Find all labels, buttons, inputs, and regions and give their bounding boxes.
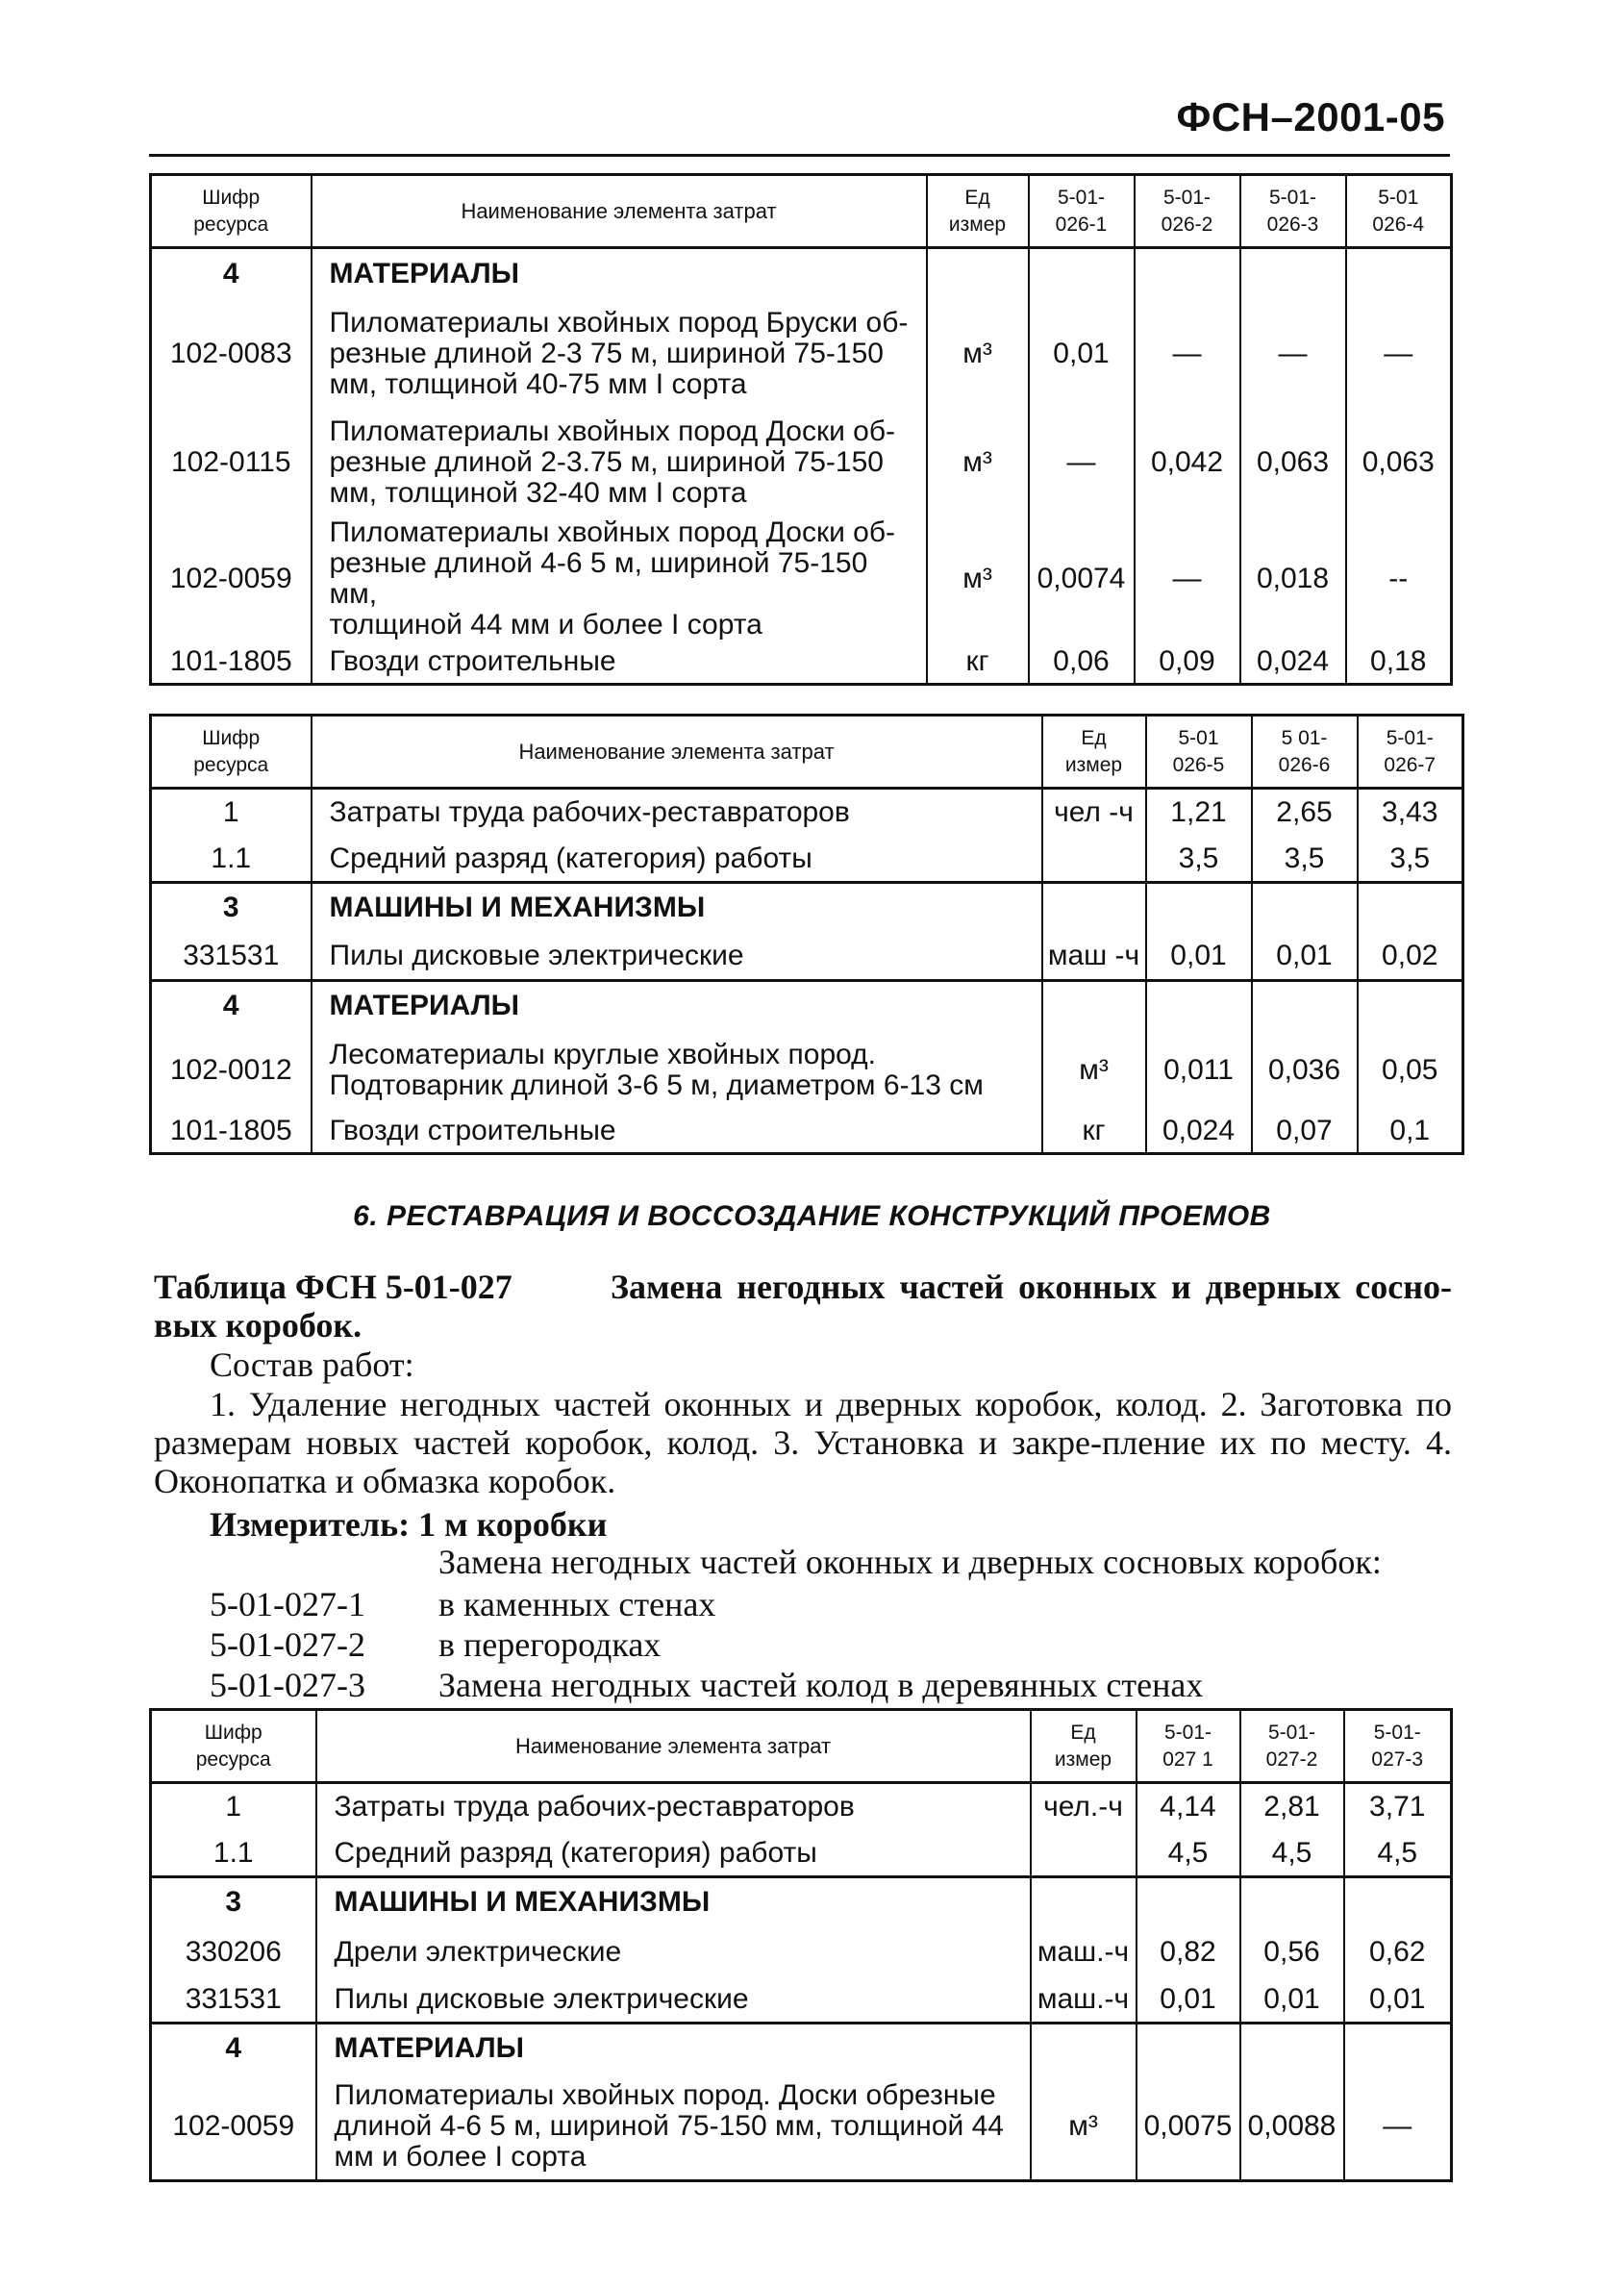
table-row: 102-0115 Пиломатериалы хвойных пород Доски об- резные длиной 2-3.75 м, шириной 75-150 мм, толщиной 32-40 мм I сорта м³ — 0,042 0,063 0,063 — [151, 408, 1452, 517]
section-title: 6. РЕСТАВРАЦИЯ И ВОССОЗДАНИЕ КОНСТРУКЦИЙ ПРОЕМОВ — [353, 1200, 1271, 1232]
table-row: 1.1 Средний разряд (категория) работы 4,5 4,5 4,5 — [151, 1831, 1452, 1877]
header-name: Наименование элемента затрат — [312, 175, 927, 248]
variant-row — [210, 1585, 715, 1623]
table-row: 1.1 Средний разряд (категория) работы 3,5 3,5 3,5 — [151, 837, 1463, 883]
variant-row — [210, 1625, 661, 1664]
composition-label: Состав работ: — [210, 1345, 414, 1384]
table-row: 102-0083 Пиломатериалы хвойных пород Бруски об- резные длиной 2-3 75 м, шириной 75-150 мм, толщиной 40-75 мм I сорта м³ 0,01 — — — — [151, 300, 1452, 408]
variants-intro: Замена негодных частей оконных и дверных сосновых коробок: — [438, 1543, 1382, 1581]
header-col-026-6: 5 01- 026-6 — [1252, 716, 1358, 789]
table-row: 4 МАТЕРИАЛЫ — [151, 248, 1452, 300]
resource-table-026-5-7 — [149, 714, 1464, 1155]
header-col-026-3: 5-01- 026-3 — [1240, 175, 1346, 248]
header-col-026-2: 5-01- 026-2 — [1135, 175, 1240, 248]
resource-table-027 — [149, 1708, 1453, 2182]
header-col-026-1: 5-01- 026-1 — [1029, 175, 1135, 248]
header-unit: Ед измер — [927, 175, 1029, 248]
table-caption — [154, 1268, 1452, 1345]
header-col-027-1: 5-01- 027 1 — [1137, 1710, 1240, 1783]
header-col-026-5: 5-01 026-5 — [1146, 716, 1252, 789]
header-code: Шифр ресурса — [151, 1710, 316, 1783]
table-row: 102-0012 Лесоматериалы круглые хвойных пород. Подтоварник длиной 3-6 5 м, диаметром 6-13 см м³ 0,011 0,036 0,05 — [151, 1031, 1463, 1110]
table-title: Замена негодных частей оконных и дверных сосно-вых коробок. — [154, 1268, 1452, 1345]
variant-text: Замена негодных частей колод в деревянных стенах — [438, 1666, 1204, 1704]
variant-row — [210, 1666, 1203, 1704]
table-row: 102-0059 Пиломатериалы хвойных пород Доски об- резные длиной 4-6 5 м, шириной 75-150 мм, толщиной 44 мм и более I сорта м³ 0,0074 — 0,018 -- — [151, 517, 1452, 641]
variant-text: в перегородках — [438, 1625, 662, 1664]
header-unit: Ед измер — [1042, 716, 1146, 789]
table-number: Таблица ФСН 5-01-027 — [154, 1268, 512, 1306]
header-code: Шифр ресурса — [151, 175, 312, 248]
table-row: 1 Затраты труда рабочих-реставраторов чел.-ч 4,14 2,81 3,71 — [151, 1783, 1452, 1831]
header-rule — [149, 154, 1450, 157]
table-row: 101-1805 Гвозди строительные кг 0,06 0,09 0,024 0,18 — [151, 641, 1452, 685]
resource-table-026-1-4 — [149, 173, 1453, 686]
table-row: 330206 Дрели электрические маш.-ч 0,82 0,56 0,62 — [151, 1927, 1452, 1977]
header-name: Наименование элемента затрат — [312, 716, 1042, 789]
document-code: ФСН–2001-05 — [1176, 94, 1445, 139]
variant-text: в каменных стенах — [438, 1585, 716, 1623]
header-code: Шифр ресурса — [151, 716, 312, 789]
header-col-027-3: 5-01- 027-3 — [1344, 1710, 1452, 1783]
header-name: Наименование элемента затрат — [316, 1710, 1031, 1783]
table-row: 4 МАТЕРИАЛЫ — [151, 981, 1463, 1031]
measurement-unit: Измеритель: 1 м коробки — [210, 1505, 608, 1544]
table-row: 331531 Пилы дисковые электрические маш -ч 0,01 0,01 0,02 — [151, 933, 1463, 981]
header-unit: Ед измер — [1031, 1710, 1137, 1783]
variant-code: 5-01-027-2 — [210, 1625, 365, 1664]
table-row: 331531 Пилы дисковые электрические маш.-ч 0,01 0,01 0,01 — [151, 1977, 1452, 2024]
header-col-027-2: 5-01- 027-2 — [1240, 1710, 1344, 1783]
composition-text: 1. Удаление негодных частей оконных и дверных коробок, колод. 2. Заготовка по размерам новых частей коробок, колод. 3. Установка и закре-пление их по месту. 4. Оконопатка и обмазка коробок. — [154, 1385, 1452, 1500]
table-row: 3 МАШИНЫ И МЕХАНИЗМЫ — [151, 883, 1463, 933]
header-col-026-4: 5-01 026-4 — [1346, 175, 1452, 248]
variant-code: 5-01-027-1 — [210, 1585, 365, 1623]
variant-code: 5-01-027-3 — [210, 1666, 365, 1704]
header-col-026-7: 5-01- 026-7 — [1358, 716, 1463, 789]
table-row: 3 МАШИНЫ И МЕХАНИЗМЫ — [151, 1877, 1452, 1927]
table-row: 102-0059 Пиломатериалы хвойных пород. Доски обрезные длиной 4-6 5 м, шириной 75-150 мм, толщиной 44 мм и более I сорта м³ 0,0075 0,0088 — — [151, 2074, 1452, 2181]
table-row: 101-1805 Гвозди строительные кг 0,024 0,07 0,1 — [151, 1110, 1463, 1154]
table-row: 4 МАТЕРИАЛЫ — [151, 2024, 1452, 2074]
table-row: 1 Затраты труда рабочих-реставраторов чел -ч 1,21 2,65 3,43 — [151, 789, 1463, 837]
